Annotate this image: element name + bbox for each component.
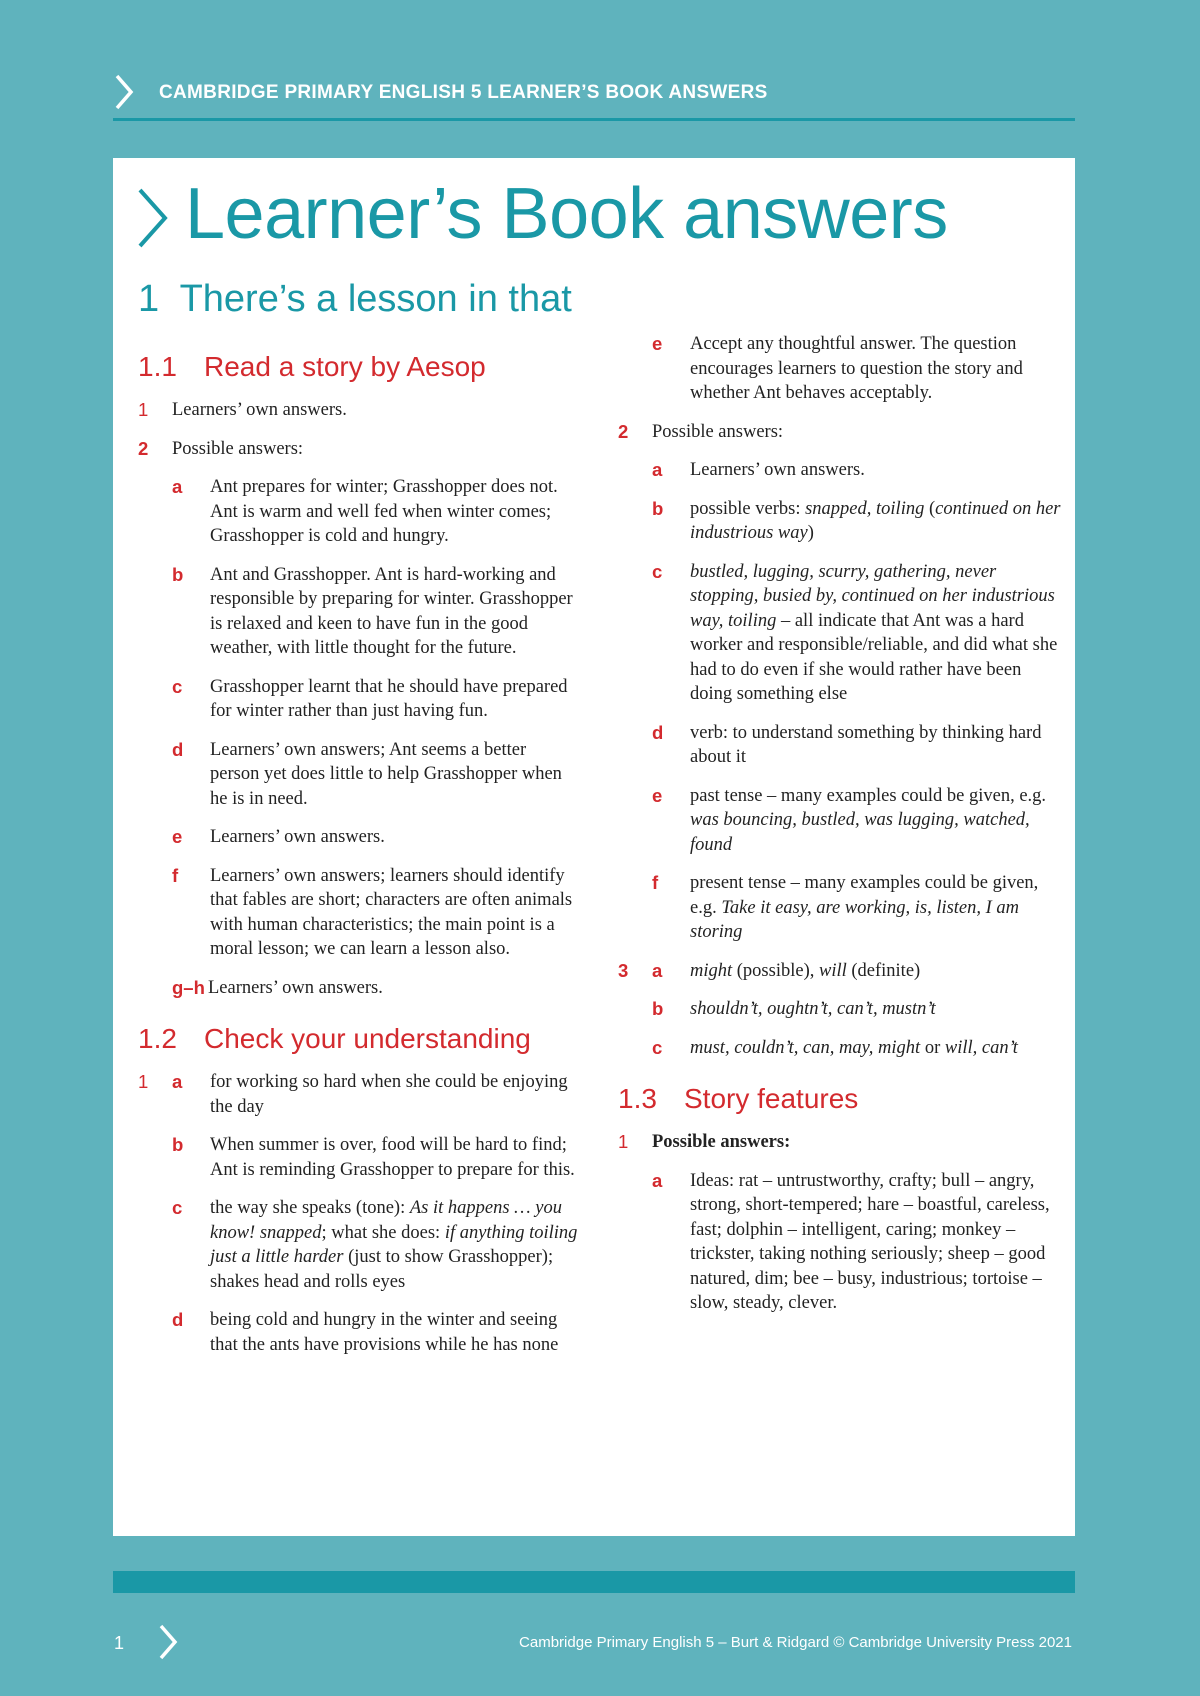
- answer-item: [618, 497, 1068, 546]
- answer-item: [618, 721, 1068, 770]
- section-title: Story features: [684, 1083, 859, 1114]
- question-number: 1: [618, 1131, 629, 1152]
- answer-text: Learners’ own answers.: [210, 827, 385, 847]
- answer-item: [138, 563, 578, 661]
- left-column: [138, 340, 578, 1371]
- sub-label: f: [652, 872, 659, 893]
- answer-text: [618, 784, 1068, 858]
- page-title: Learner’s Book answers: [185, 174, 948, 254]
- answer-text: When summer is over, food will be hard to find; Ant is reminding Grasshopper to prepare for this.: [210, 1135, 575, 1180]
- answer-item: [618, 420, 1068, 445]
- answer-item: [138, 976, 578, 1001]
- answer-text: Ant prepares for winter; Grasshopper does not. Ant is warm and well fed when winter comes; Grasshopper is cold and hungry.: [210, 477, 558, 546]
- answer-text: Learners’ own answers.: [172, 400, 347, 420]
- italic-run: shouldn’t, oughtn’t, can’t, mustn’t: [690, 999, 936, 1019]
- answer-text: Possible answers:: [652, 1132, 791, 1152]
- text-run: (possible),: [732, 960, 819, 981]
- answer-text: being cold and hungry in the winter and seeing that the ants have provisions while he has none: [210, 1310, 559, 1355]
- answer-item: [138, 1070, 578, 1119]
- italic-run: might: [690, 960, 733, 981]
- sub-label: c: [172, 1197, 183, 1218]
- question-number: 1: [138, 1071, 149, 1092]
- italic-run: Take it easy, are working, is, listen, I am storing: [690, 897, 1020, 942]
- answer-item: [138, 475, 578, 549]
- answer-item: [138, 738, 578, 812]
- italic-run: if anything toiling just a little harder: [210, 1222, 578, 1267]
- text-run: possible verbs:: [690, 498, 806, 519]
- answer-text: Learners’ own answers; Ant seems a better person yet does little to help Grasshopper when he is in need.: [210, 739, 562, 809]
- answer-item: [618, 959, 1068, 984]
- answer-item: [618, 458, 1068, 483]
- answer-text: Ideas: rat – untrustworthy, crafty; bull – angry, strong, short-tempered; hare – boastful, careless, fast; dolphin – intelligent, caring; monkey – trickster, taking nothing seriously; sheep – good natured, dim; bee – busy, industrious; tortoise – slow, steady, clever.: [690, 1170, 1050, 1313]
- chevron-right-icon: [113, 74, 135, 110]
- answer-item: [138, 1196, 578, 1294]
- answer-item: [138, 1133, 578, 1182]
- text-run: present tense – many examples could be given, e.g.: [690, 873, 1039, 918]
- answer-item: [138, 825, 578, 850]
- answer-item: [618, 560, 1068, 707]
- answer-text: Learners’ own answers.: [690, 460, 865, 480]
- answer-item: [618, 997, 1068, 1022]
- italic-run: continued on her industrious way: [690, 498, 1061, 543]
- answer-item: [138, 864, 578, 962]
- section-title: Check your understanding: [204, 1023, 531, 1054]
- footer-credit: Cambridge Primary English 5 – Burt & Ridgard © Cambridge University Press 2021: [519, 1634, 1072, 1651]
- text-run: the way she speaks (tone):: [210, 1198, 410, 1218]
- sub-label: c: [652, 560, 663, 582]
- italic-run: was bouncing, bustled, was lugging, watched, found: [690, 810, 1030, 855]
- answer-item: [618, 1036, 1068, 1061]
- answer-item: [138, 437, 578, 462]
- sub-label: b: [172, 1134, 184, 1155]
- sub-label: b: [172, 563, 184, 585]
- answer-text: for working so hard when she could be enjoying the day: [210, 1072, 568, 1117]
- answer-item: [138, 398, 578, 423]
- sub-label: e: [172, 826, 183, 847]
- sub-label: a: [652, 459, 663, 480]
- italic-run: bustled, lugging, scurry, gathering, never stopping, busied by, continued on her industrious way, toiling: [690, 561, 1055, 631]
- text-run: (just to show Grasshopper); shakes head and rolls eyes: [210, 1247, 554, 1292]
- answer-text: Learners’ own answers; learners should identify that fables are short; characters are often animals with human characteristics; the main point is a moral lesson; we can learn a lesson also.: [210, 865, 573, 959]
- sub-label: a: [652, 959, 663, 981]
- text-run: ): [807, 523, 814, 543]
- italic-run: must, couldn’t, can, may, might: [690, 1037, 921, 1058]
- sub-label: d: [652, 721, 664, 743]
- italic-run: snapped, toiling: [805, 498, 925, 519]
- section-number: 1.1: [138, 351, 177, 382]
- chapter-title: There’s a lesson in that: [179, 278, 572, 320]
- sub-label: d: [172, 1309, 184, 1330]
- sub-label: b: [652, 497, 664, 519]
- section-heading-1-3: [618, 1082, 1068, 1116]
- sub-label: e: [652, 333, 663, 354]
- question-number: 2: [618, 420, 629, 442]
- section-heading-1-1: [138, 350, 578, 384]
- header-title: CAMBRIDGE PRIMARY ENGLISH 5 LEARNER’S BOOK ANSWERS: [159, 82, 768, 103]
- italic-run: As it happens … you know! snapped: [210, 1198, 562, 1243]
- sub-label: a: [652, 1169, 663, 1191]
- answer-text: Grasshopper learnt that he should have prepared for winter rather than just having fun.: [210, 676, 568, 721]
- text-run: (: [924, 498, 936, 519]
- chapter-heading: [138, 278, 572, 321]
- text-run: (definite): [846, 960, 921, 981]
- text-run: – all indicate that Ant was a hard worker and responsible/reliable, and did what she had to do even if she would rather have been doing something else: [690, 610, 1058, 704]
- sub-label: a: [172, 1071, 183, 1092]
- answer-item: [618, 871, 1068, 945]
- answer-text: [618, 997, 1068, 1022]
- answer-text: [618, 959, 1068, 984]
- chevron-right-icon: [158, 1624, 178, 1660]
- text-run: or: [920, 1037, 945, 1058]
- sub-label: f: [172, 864, 179, 886]
- question-number: 3: [618, 959, 629, 981]
- chapter-number: 1: [138, 278, 160, 320]
- answer-text: [618, 560, 1068, 707]
- right-column: [618, 333, 1068, 1330]
- section-number: 1.3: [618, 1083, 657, 1114]
- answer-text: Possible answers:: [652, 421, 784, 442]
- answer-text: Accept any thoughtful answer. The question encourages learners to question the story and whether Ant behaves acceptably.: [690, 334, 1023, 403]
- answer-item: [618, 332, 1068, 406]
- answer-text: [138, 1196, 578, 1294]
- answer-item: [618, 1130, 1068, 1155]
- sub-label: b: [652, 998, 664, 1019]
- answer-text: verb: to understand something by thinking hard about it: [690, 722, 1042, 767]
- answer-item: [618, 1169, 1068, 1316]
- answer-text: Learners’ own answers.: [208, 977, 383, 998]
- question-number: 1: [138, 399, 149, 420]
- answer-text: [618, 871, 1068, 945]
- section-heading-1-2: [138, 1022, 578, 1056]
- sub-label: c: [172, 675, 183, 697]
- answer-item: [138, 675, 578, 724]
- footer-bar: [113, 1571, 1075, 1593]
- chevron-right-icon: [135, 186, 171, 250]
- section-number: 1.2: [138, 1023, 177, 1054]
- text-run: past tense – many examples could be given, e.g.: [690, 785, 1047, 806]
- question-number: 2: [138, 437, 149, 459]
- italic-run: will, can’t: [944, 1037, 1018, 1058]
- content-panel: [113, 158, 1075, 1536]
- sub-label: c: [652, 1036, 663, 1058]
- running-header: [113, 70, 1075, 121]
- answer-item: [618, 784, 1068, 858]
- italic-run: will: [818, 960, 847, 981]
- sub-label: g–h: [172, 976, 205, 998]
- sub-label: d: [172, 738, 184, 760]
- page-number: 1: [114, 1633, 125, 1653]
- answer-text: Possible answers:: [172, 438, 304, 459]
- answer-text: Ant and Grasshopper. Ant is hard-working and responsible by preparing for winter. Grasshopper is relaxed and keen to have fun in the good weather, with little thought for the future.: [210, 564, 573, 658]
- answer-item: [138, 1308, 578, 1357]
- sub-label: e: [652, 784, 663, 806]
- text-run: ; what she does:: [321, 1222, 445, 1243]
- answer-text: [618, 497, 1068, 546]
- section-title: Read a story by Aesop: [204, 351, 486, 382]
- answer-text: [618, 1036, 1068, 1061]
- sub-label: a: [172, 476, 183, 497]
